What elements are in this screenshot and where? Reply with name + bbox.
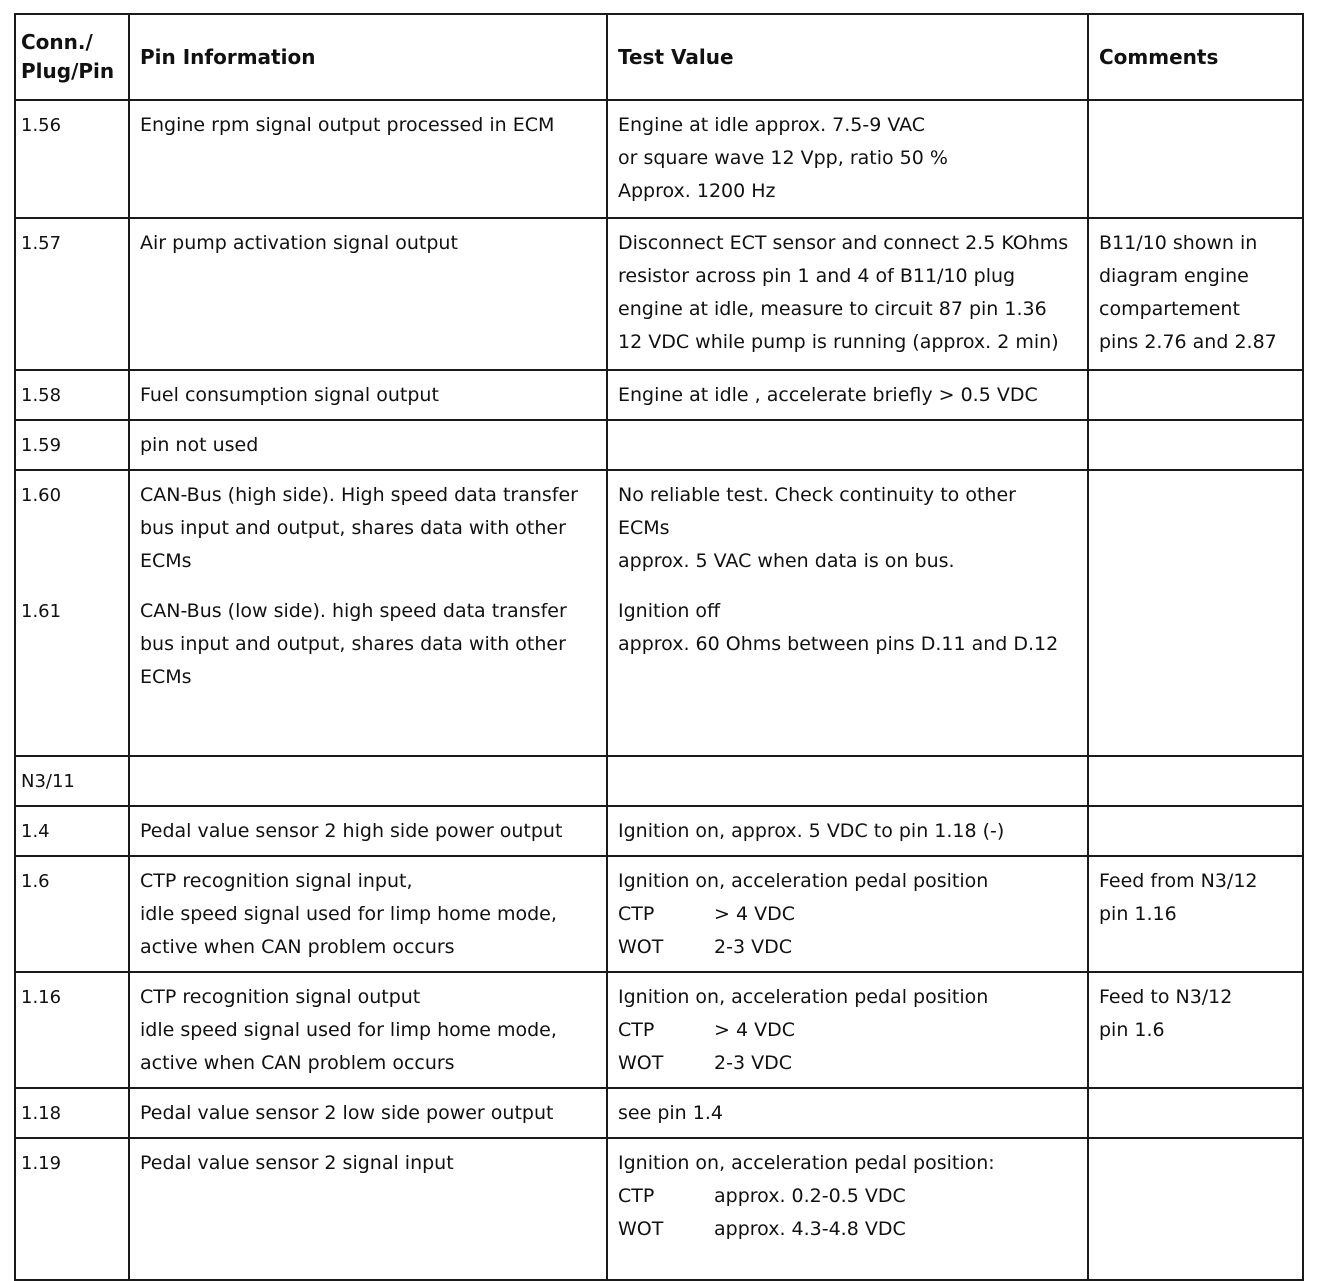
pin-information-cell xyxy=(129,218,607,370)
test-value-key: WOT xyxy=(618,1052,664,1074)
text-line: Approx. 1200 Hz xyxy=(618,180,776,202)
text-line: Feed from N3/12 xyxy=(1099,870,1258,892)
text-line: Ignition on, acceleration pedal position xyxy=(618,870,989,892)
pin-information-cell xyxy=(129,756,607,806)
test-value-key: CTP xyxy=(618,1019,655,1041)
comments-cell xyxy=(1088,1138,1303,1280)
text-line: pin 1.6 xyxy=(1099,1019,1165,1041)
test-value-pair xyxy=(618,1180,1081,1213)
test-value-cell xyxy=(607,100,1088,218)
table-row xyxy=(15,972,1303,1088)
table-row xyxy=(15,856,1303,972)
table-row xyxy=(15,420,1303,470)
test-value-val: approx. 4.3-4.8 VDC xyxy=(714,1218,906,1240)
comments-cell xyxy=(1088,1088,1303,1138)
text-line: Air pump activation signal output xyxy=(140,232,458,254)
text-line: Engine at idle approx. 7.5-9 VAC xyxy=(618,114,926,136)
text-line: Pedal value sensor 2 high side power output xyxy=(140,820,563,842)
test-value-cell xyxy=(607,420,1088,470)
text-line: bus input and output, shares data with other xyxy=(140,633,566,655)
pin-cell xyxy=(15,218,129,370)
pin-information-cell xyxy=(129,420,607,470)
text-line: CAN-Bus (low side). high speed data transfer xyxy=(140,600,567,622)
text-line: pins 2.76 and 2.87 xyxy=(1099,331,1277,353)
text-line: Disconnect ECT sensor and connect 2.5 KOhms xyxy=(618,232,1069,254)
pin-information-cell xyxy=(129,972,607,1088)
pin-information-cell xyxy=(129,100,607,218)
comments-cell xyxy=(1088,972,1303,1088)
text-line: N3/11 xyxy=(21,771,75,792)
pin-cell xyxy=(15,470,129,756)
test-value-val: > 4 VDC xyxy=(714,1019,795,1041)
pin-information-cell xyxy=(129,806,607,856)
text-line: 1.56 xyxy=(21,115,62,136)
pin-cell xyxy=(15,1088,129,1138)
text-line: Pedal value sensor 2 low side power output xyxy=(140,1102,554,1124)
table-row xyxy=(15,756,1303,806)
pin-cell xyxy=(15,756,129,806)
pin-cell xyxy=(15,972,129,1088)
comments-cell xyxy=(1088,756,1303,806)
text-line: resistor across pin 1 and 4 of B11/10 plug xyxy=(618,265,1016,287)
test-value-key: WOT xyxy=(618,936,664,958)
text-line: compartement xyxy=(1099,298,1240,320)
text-line: 1.59 xyxy=(21,435,62,456)
test-value-val: approx. 0.2-0.5 VDC xyxy=(714,1185,906,1207)
test-value-cell xyxy=(607,218,1088,370)
text-line: idle speed signal used for limp home mode, xyxy=(140,1019,557,1041)
text-line: CTP recognition signal output xyxy=(140,986,421,1008)
test-value-cell xyxy=(607,370,1088,420)
text-line: Engine rpm signal output processed in ECM xyxy=(140,114,555,136)
text-line: 1.58 xyxy=(21,385,62,406)
text-line: approx. 5 VAC when data is on bus. xyxy=(618,550,955,572)
header-comments: Comments xyxy=(1088,14,1303,100)
test-value-key: CTP xyxy=(618,1185,655,1207)
pin-cell xyxy=(15,806,129,856)
text-line: approx. 60 Ohms between pins D.11 and D.12 xyxy=(618,633,1059,655)
text-line: 1.60 xyxy=(21,485,62,506)
test-value-cell xyxy=(607,856,1088,972)
text-line: Ignition on, acceleration pedal position xyxy=(618,986,989,1008)
text-line: Ignition on, acceleration pedal position: xyxy=(618,1152,995,1174)
text-line: engine at idle, measure to circuit 87 pin 1.36 xyxy=(618,298,1047,320)
test-value-cell xyxy=(607,756,1088,806)
test-value-val: > 4 VDC xyxy=(714,903,795,925)
pin-cell xyxy=(15,100,129,218)
pin-information-cell xyxy=(129,1088,607,1138)
pin-information-cell xyxy=(129,470,607,756)
table-row xyxy=(15,806,1303,856)
text-line: ECMs xyxy=(140,666,192,688)
test-value-key: CTP xyxy=(618,903,655,925)
text-line: active when CAN problem occurs xyxy=(140,936,455,958)
text-line: pin not used xyxy=(140,434,259,456)
text-line: idle speed signal used for limp home mode, xyxy=(140,903,557,925)
text-line: 1.61 xyxy=(21,601,62,622)
text-line: ECMs xyxy=(618,517,670,539)
table-row xyxy=(15,218,1303,370)
test-value-cell xyxy=(607,1138,1088,1280)
comments-cell xyxy=(1088,370,1303,420)
pin-cell xyxy=(15,856,129,972)
pin-cell xyxy=(15,420,129,470)
text-line: or square wave 12 Vpp, ratio 50 % xyxy=(618,147,948,169)
text-line: CAN-Bus (high side). High speed data transfer xyxy=(140,484,578,506)
text-line: active when CAN problem occurs xyxy=(140,1052,455,1074)
text-line: No reliable test. Check continuity to other xyxy=(618,484,1016,506)
text-line: 1.6 xyxy=(21,871,50,892)
text-line: Engine at idle , accelerate briefly > 0.5 VDC xyxy=(618,384,1038,406)
test-value-val: 2-3 VDC xyxy=(714,1052,792,1074)
pin-information-table xyxy=(14,13,1304,1281)
pin-information-cell xyxy=(129,370,607,420)
table-row xyxy=(15,470,1303,756)
text-line: 1.18 xyxy=(21,1103,62,1124)
text-line: Feed to N3/12 xyxy=(1099,986,1233,1008)
test-value-pair xyxy=(618,898,1081,931)
table-row xyxy=(15,100,1303,218)
header-row xyxy=(15,14,1303,100)
table-row xyxy=(15,1088,1303,1138)
text-line: diagram engine xyxy=(1099,265,1249,287)
pin-cell xyxy=(15,370,129,420)
header-pin-information: Pin Information xyxy=(129,14,607,100)
test-value-pair xyxy=(618,1014,1081,1047)
test-value-cell xyxy=(607,806,1088,856)
test-value-cell xyxy=(607,1088,1088,1138)
text-line: 1.4 xyxy=(21,821,50,842)
text-line: B11/10 shown in xyxy=(1099,232,1258,254)
test-value-cell xyxy=(607,972,1088,1088)
header-test-value: Test Value xyxy=(607,14,1088,100)
pin-information-cell xyxy=(129,856,607,972)
test-value-key: WOT xyxy=(618,1218,664,1240)
test-value-pair xyxy=(618,931,1081,964)
test-value-pair xyxy=(618,1213,1081,1246)
text-line: 1.57 xyxy=(21,233,62,254)
comments-cell xyxy=(1088,218,1303,370)
comments-cell xyxy=(1088,806,1303,856)
text-line: CTP recognition signal input, xyxy=(140,870,413,892)
comments-cell xyxy=(1088,420,1303,470)
comments-cell xyxy=(1088,470,1303,756)
text-line: Ignition on, approx. 5 VDC to pin 1.18 (-) xyxy=(618,820,1005,842)
header-conn-plug-pin: Conn./ Plug/Pin xyxy=(15,14,129,100)
table-row xyxy=(15,370,1303,420)
text-line: see pin 1.4 xyxy=(618,1102,723,1124)
text-line: Ignition off xyxy=(618,600,721,622)
table-row xyxy=(15,1138,1303,1280)
test-value-cell xyxy=(607,470,1088,756)
test-value-val: 2-3 VDC xyxy=(714,936,792,958)
text-line: ECMs xyxy=(140,550,192,572)
pin-cell xyxy=(15,1138,129,1280)
text-line: bus input and output, shares data with other xyxy=(140,517,566,539)
comments-cell xyxy=(1088,856,1303,972)
test-value-pair xyxy=(618,1047,1081,1080)
text-line: Fuel consumption signal output xyxy=(140,384,439,406)
pin-information-cell xyxy=(129,1138,607,1280)
text-line: 1.19 xyxy=(21,1153,62,1174)
text-line: 12 VDC while pump is running (approx. 2 min) xyxy=(618,331,1059,353)
text-line: Pedal value sensor 2 signal input xyxy=(140,1152,454,1174)
text-line: 1.16 xyxy=(21,987,62,1008)
text-line: pin 1.16 xyxy=(1099,903,1177,925)
comments-cell xyxy=(1088,100,1303,218)
